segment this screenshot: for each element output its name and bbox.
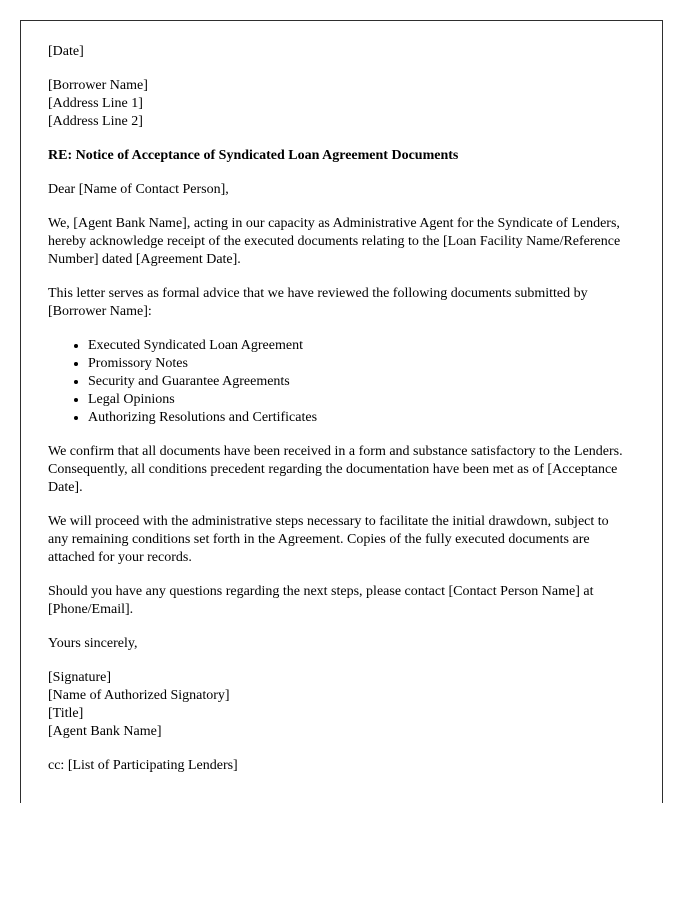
agent-bank-name-placeholder: [Agent Bank Name]	[48, 724, 162, 739]
recipient-name-line: [Borrower Name]	[48, 78, 148, 93]
document-list	[48, 337, 626, 427]
document-list-item: • Authorizing Resolutions and Certificates	[88, 409, 626, 427]
signature-placeholder: [Signature]	[48, 670, 111, 685]
intro-paragraph: We, [Agent Bank Name], acting in our capacity as Administrative Agent for the Syndicate of Lenders, hereby acknowledge receipt of the executed documents relating to the [Loan Facility Name/Reference Number] dated [Agreement Date].	[48, 216, 621, 267]
letter-page	[20, 20, 663, 803]
subject-line: RE: Notice of Acceptance of Syndicated Loan Agreement Documents	[48, 148, 459, 163]
recipient-address-line-2: [Address Line 2]	[48, 114, 143, 129]
document-list-item: • Promissory Notes	[88, 355, 626, 373]
confirmation-paragraph: We confirm that all documents have been received in a form and substance satisfactory to the Lenders. Consequently, all conditions precedent regarding the documentation have been met as of [Acceptance Date].	[48, 444, 623, 495]
recipient-address-block	[48, 77, 626, 131]
date-placeholder: [Date]	[48, 44, 84, 59]
signatory-name-placeholder: [Name of Authorized Signatory]	[48, 688, 230, 703]
closing: Yours sincerely,	[48, 636, 138, 651]
salutation: Dear [Name of Contact Person],	[48, 182, 229, 197]
document-list-item: • Security and Guarantee Agreements	[88, 373, 626, 391]
document-list-item: • Legal Opinions	[88, 391, 626, 409]
document-list-item: • Executed Syndicated Loan Agreement	[88, 337, 626, 355]
contact-paragraph: Should you have any questions regarding the next steps, please contact [Contact Person Name] at [Phone/Email].	[48, 584, 594, 617]
review-paragraph: This letter serves as formal advice that we have reviewed the following documents submitted by [Borrower Name]:	[48, 286, 588, 319]
next-steps-paragraph: We will proceed with the administrative steps necessary to facilitate the initial drawdown, subject to any remaining conditions set forth in the Agreement. Copies of the fully executed documents are attached for your records.	[48, 514, 609, 565]
signatory-title-placeholder: [Title]	[48, 706, 84, 721]
signature-block	[48, 669, 626, 741]
recipient-address-line-1: [Address Line 1]	[48, 96, 143, 111]
cc-line: cc: [List of Participating Lenders]	[48, 758, 238, 773]
